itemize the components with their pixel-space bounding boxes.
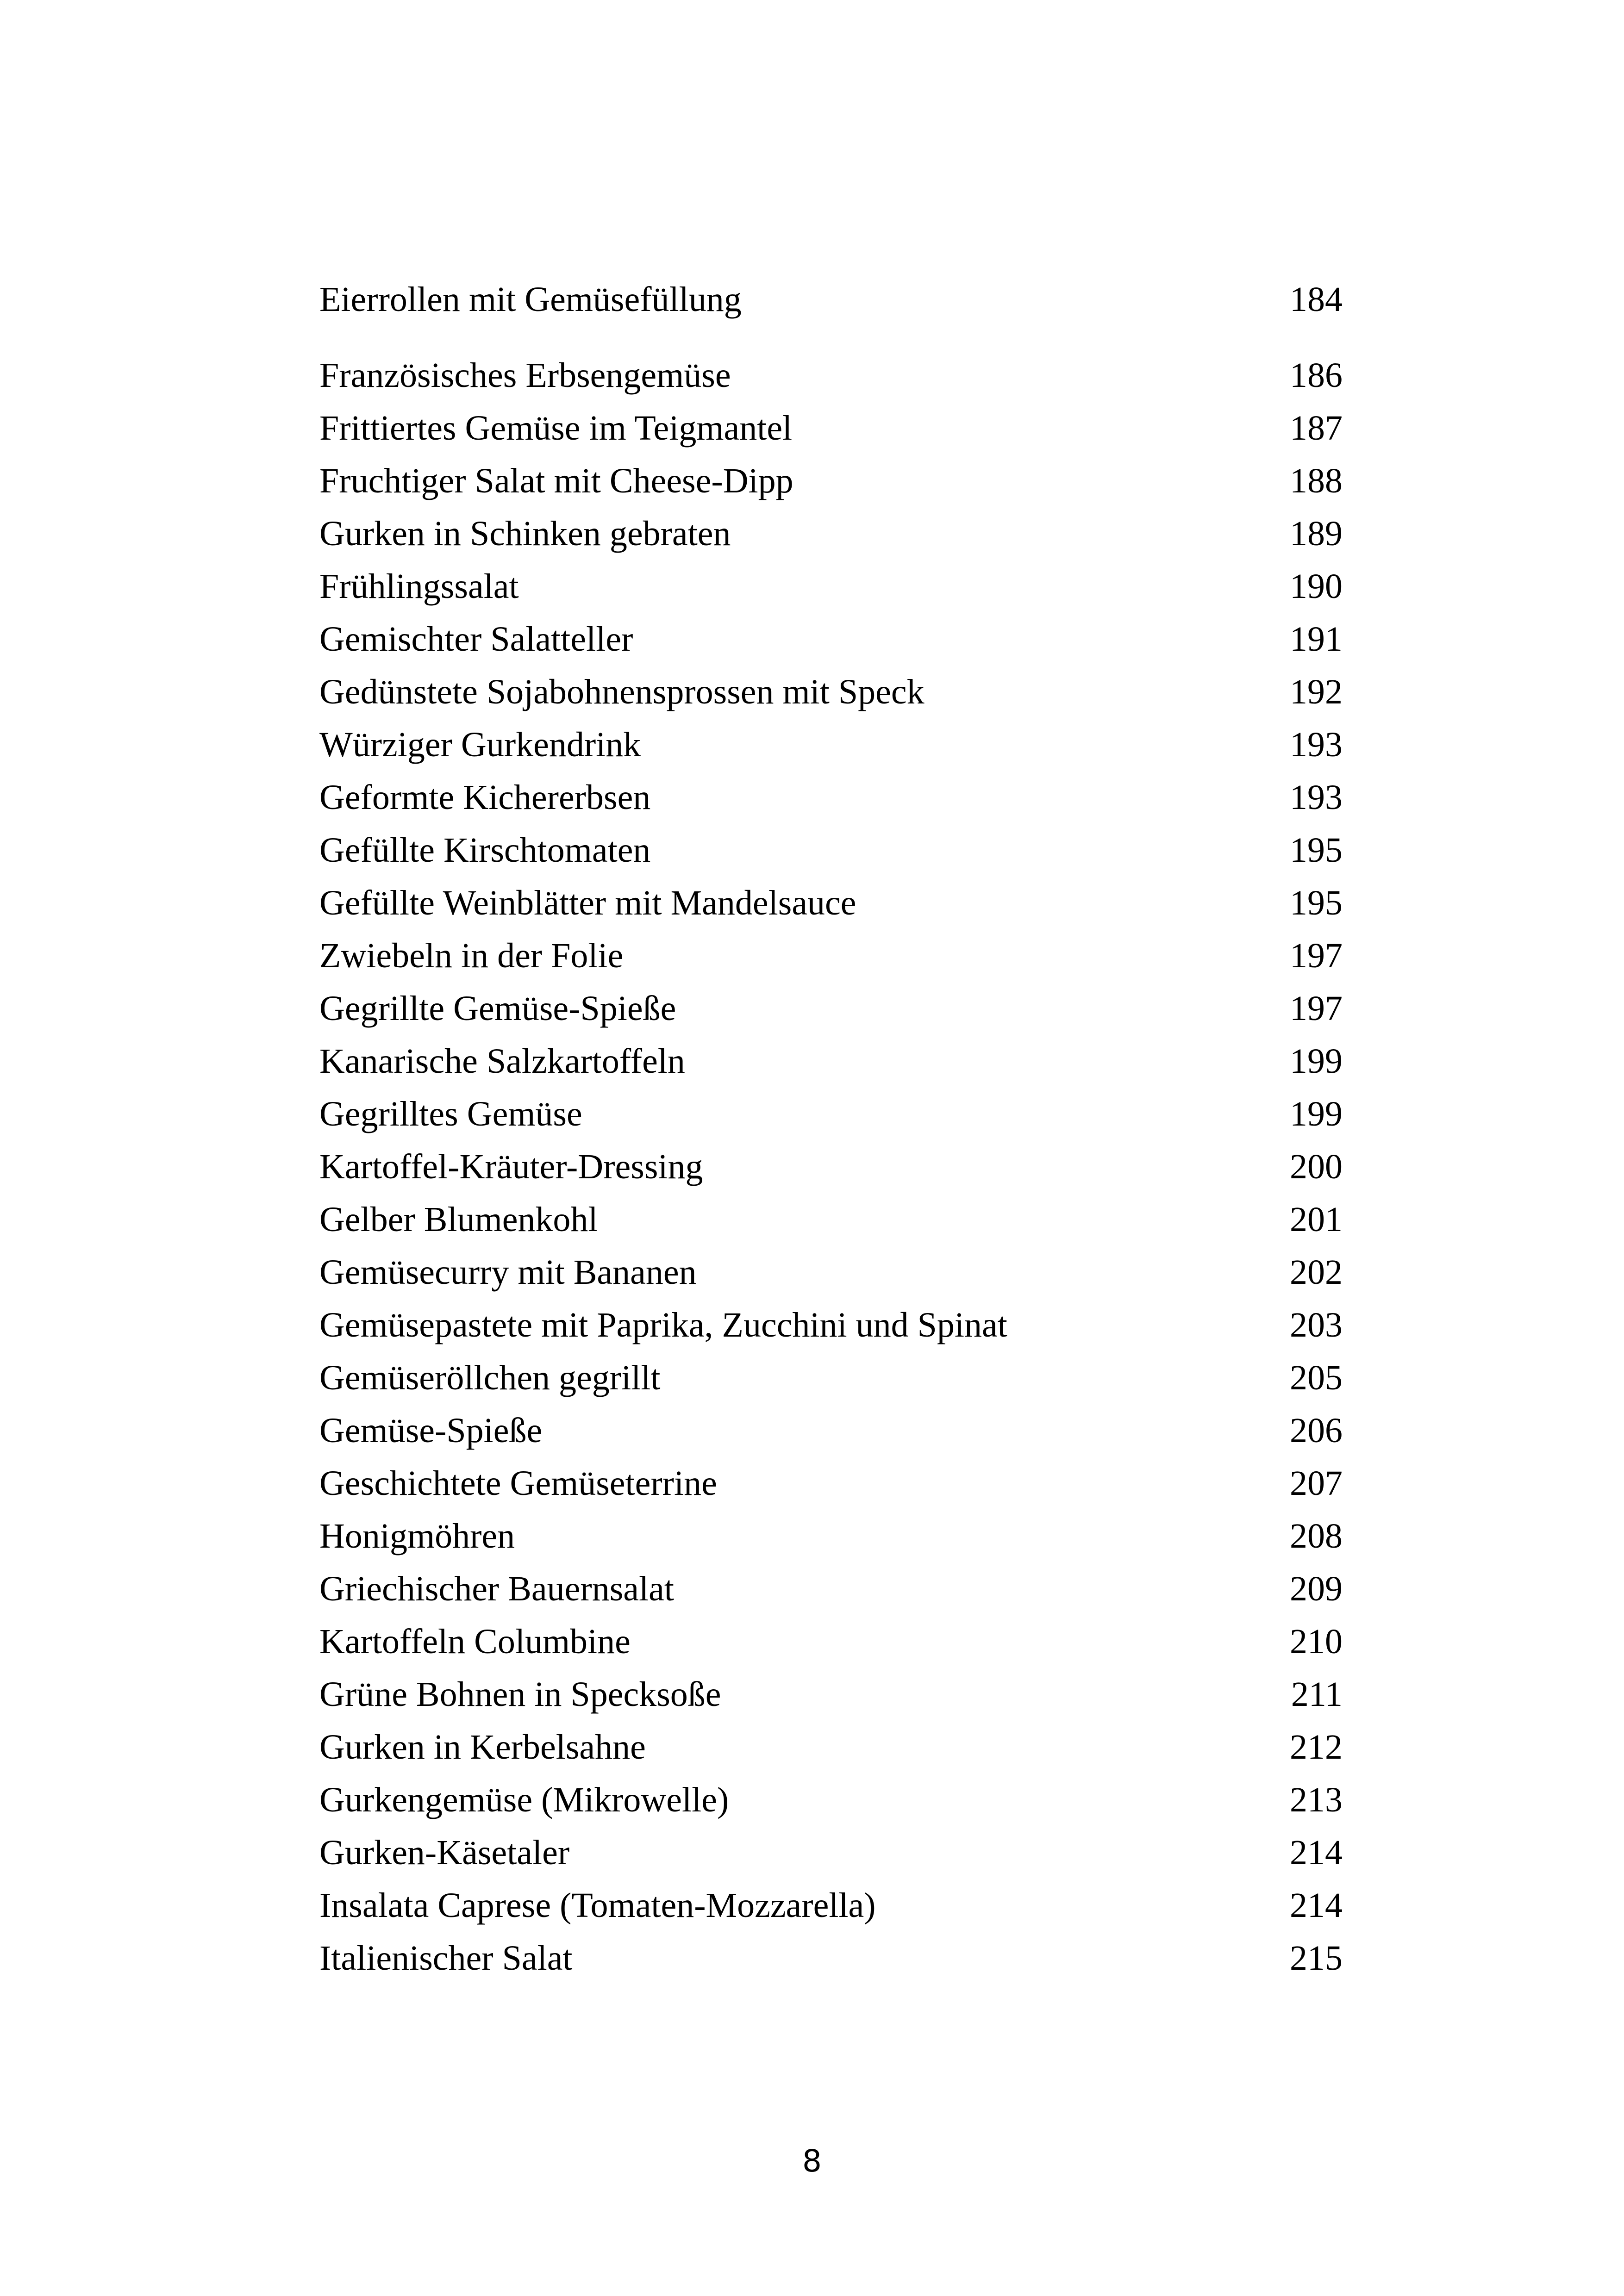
toc-entry-title: Gedünstete Sojabohnensprossen mit Speck (319, 672, 924, 711)
table-of-contents (319, 273, 1343, 1985)
toc-entry-title: Geschichtete Gemüseterrine (319, 1464, 717, 1503)
toc-entry (319, 273, 1343, 326)
toc-entry-title: Frittiertes Gemüse im Teigmantel (319, 409, 793, 448)
toc-entry-page: 197 (1290, 936, 1343, 975)
toc-entry-title: Eierrollen mit Gemüsefüllung (319, 280, 742, 319)
toc-entry (319, 1299, 1343, 1351)
toc-entry (319, 1826, 1343, 1879)
toc-entry-page: 197 (1290, 989, 1343, 1028)
toc-entry-title: Gemüsecurry mit Bananen (319, 1253, 697, 1292)
toc-entry-page: 206 (1290, 1411, 1343, 1450)
toc-entry (319, 929, 1343, 982)
toc-entry-page: 212 (1290, 1728, 1343, 1767)
toc-entry (319, 1088, 1343, 1140)
toc-entry (319, 560, 1343, 613)
toc-entry (319, 1932, 1343, 1985)
toc-entry (319, 1721, 1343, 1773)
toc-entry (319, 1404, 1343, 1457)
toc-entry-title: Gegrilltes Gemüse (319, 1095, 582, 1133)
toc-entry-page: 188 (1290, 461, 1343, 500)
toc-entry-title: Würziger Gurkendrink (319, 725, 641, 764)
toc-entry-page: 192 (1290, 672, 1343, 711)
toc-entry-title: Gemischter Salatteller (319, 620, 633, 659)
toc-entry (319, 1510, 1343, 1562)
toc-entry-page: 210 (1290, 1622, 1343, 1661)
toc-entry (319, 1140, 1343, 1193)
toc-entry-page: 215 (1290, 1939, 1343, 1978)
toc-entry (319, 718, 1343, 771)
toc-entry-page: 201 (1290, 1200, 1343, 1239)
toc-entry (319, 349, 1343, 402)
toc-entry-title: Geformte Kichererbsen (319, 778, 651, 817)
toc-entry-page: 195 (1290, 831, 1343, 870)
toc-entry-page: 193 (1290, 778, 1343, 817)
toc-entry-page: 195 (1290, 884, 1343, 922)
toc-entry (319, 454, 1343, 507)
toc-entry-page: 186 (1290, 356, 1343, 395)
page-number: 8 (802, 2143, 822, 2179)
toc-entry-title: Gurken in Schinken gebraten (319, 514, 731, 553)
toc-entry (319, 1035, 1343, 1088)
toc-entry-title: Frühlingssalat (319, 567, 519, 606)
toc-entry-title: Gefüllte Weinblätter mit Mandelsauce (319, 884, 856, 922)
toc-entry (319, 1615, 1343, 1668)
toc-entry-title: Kanarische Salzkartoffeln (319, 1042, 685, 1081)
toc-entry-title: Französisches Erbsengemüse (319, 356, 731, 395)
toc-entry-page: 193 (1290, 725, 1343, 764)
toc-entry-page: 200 (1290, 1147, 1343, 1186)
toc-entry-page: 202 (1290, 1253, 1343, 1292)
toc-entry (319, 1457, 1343, 1510)
toc-entry-page: 187 (1290, 409, 1343, 448)
toc-entry-title: Zwiebeln in der Folie (319, 936, 624, 975)
toc-entry-title: Insalata Caprese (Tomaten-Mozzarella) (319, 1886, 876, 1925)
toc-entry-title: Gefüllte Kirschtomaten (319, 831, 651, 870)
toc-entry-title: Gurken-Käsetaler (319, 1833, 570, 1872)
toc-entry (319, 1668, 1343, 1721)
toc-entry-page: 199 (1290, 1095, 1343, 1133)
toc-entry-title: Gemüsepastete mit Paprika, Zucchini und Spinat (319, 1306, 1007, 1344)
toc-entry-page: 214 (1290, 1833, 1343, 1872)
toc-entry (319, 771, 1343, 824)
toc-entry (319, 402, 1343, 454)
toc-entry-title: Griechischer Bauernsalat (319, 1569, 674, 1608)
toc-entry-page: 209 (1290, 1569, 1343, 1608)
toc-entry (319, 1879, 1343, 1932)
toc-entry-title: Gemüseröllchen gegrillt (319, 1358, 661, 1397)
toc-entry-title: Fruchtiger Salat mit Cheese-Dipp (319, 461, 793, 500)
toc-entry (319, 1562, 1343, 1615)
toc-entry-page: 208 (1290, 1517, 1343, 1556)
toc-entry-page: 189 (1290, 514, 1343, 553)
toc-entry-title: Gegrillte Gemüse-Spieße (319, 989, 676, 1028)
toc-entry-title: Kartoffeln Columbine (319, 1622, 631, 1661)
toc-entry-page: 211 (1291, 1675, 1343, 1714)
toc-entry (319, 1246, 1343, 1299)
toc-entry-title: Gurkengemüse (Mikrowelle) (319, 1780, 729, 1819)
toc-entry-page: 205 (1290, 1358, 1343, 1397)
toc-entry (319, 1193, 1343, 1246)
toc-entry-title: Honigmöhren (319, 1517, 515, 1556)
toc-entry (319, 1351, 1343, 1404)
toc-entry-title: Grüne Bohnen in Specksoße (319, 1675, 721, 1714)
toc-entry-page: 203 (1290, 1306, 1343, 1344)
toc-entry-title: Italienischer Salat (319, 1939, 573, 1978)
toc-entry-page: 191 (1290, 620, 1343, 659)
toc-entry (319, 613, 1343, 666)
toc-entry-title: Gemüse-Spieße (319, 1411, 543, 1450)
toc-entry-title: Kartoffel-Kräuter-Dressing (319, 1147, 703, 1186)
toc-entry (319, 666, 1343, 718)
toc-entry-page: 199 (1290, 1042, 1343, 1081)
toc-entry-page: 184 (1290, 280, 1343, 319)
toc-entry-page: 214 (1290, 1886, 1343, 1925)
toc-entry-title: Gurken in Kerbelsahne (319, 1728, 646, 1767)
toc-entry (319, 982, 1343, 1035)
toc-entry-page: 213 (1290, 1780, 1343, 1819)
toc-entry (319, 1773, 1343, 1826)
toc-entry (319, 877, 1343, 929)
toc-entry (319, 507, 1343, 560)
toc-entry-page: 207 (1290, 1464, 1343, 1503)
toc-entry-title: Gelber Blumenkohl (319, 1200, 598, 1239)
toc-entry-page: 190 (1290, 567, 1343, 606)
toc-entry (319, 824, 1343, 877)
